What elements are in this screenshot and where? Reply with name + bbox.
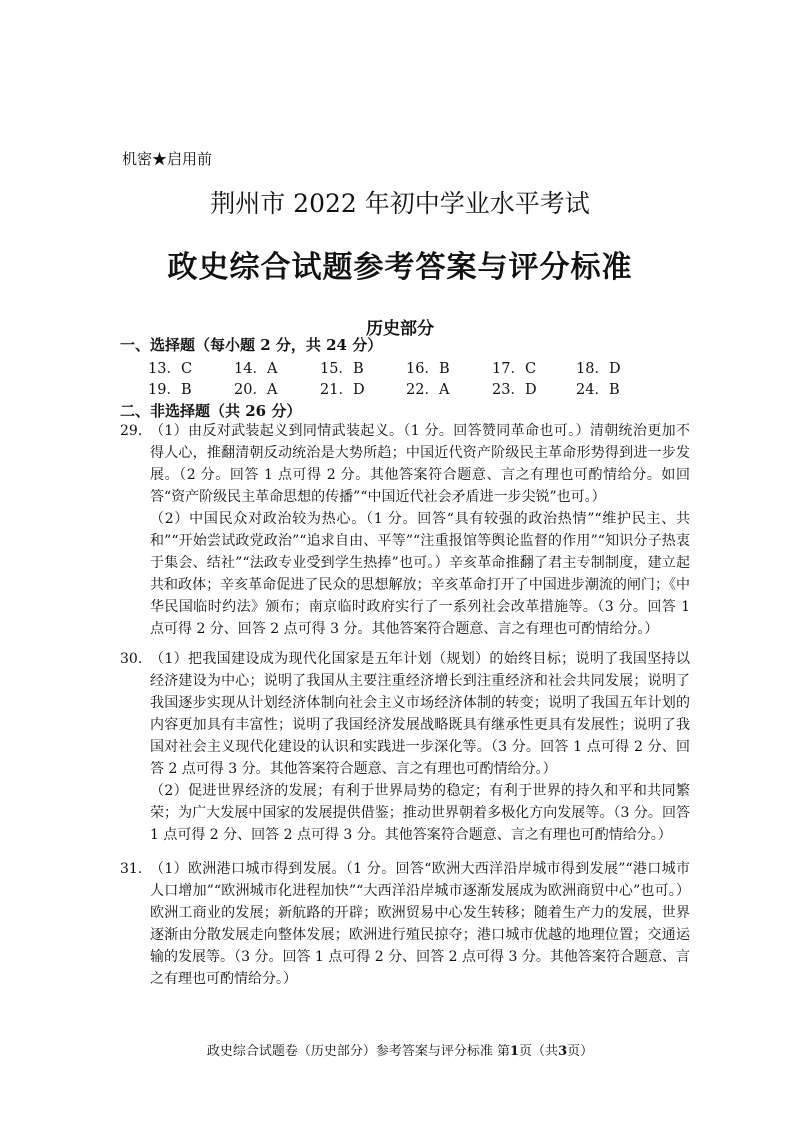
footer-mid: 页（共 — [519, 1044, 559, 1059]
confidential-label: 机密★启用前 — [122, 150, 213, 168]
mc-answer: 16．B — [406, 361, 450, 377]
answer-paragraph: （2）促进世界经济的发展；有利于世界局势的稳定；有利于世界的持久和平和共同繁荣；为广大发展中国家的发展提供借鉴；推动世界朝着多极化方向发展等。（3 分。回答 1 点可得 2 分、回答 2 点可得 3 分。其他答案符合题意、言之有理也可酌情给分。） — [150, 783, 690, 843]
answer-paragraph: （1）把我国建设成为现代化国家是五年计划（规划）的始终目标；说明了我国坚持以经济建设为中心；说明了我国从主要注重经济增长到注重经济和社会共同发展；说明了我国逐步实现从计划经济体制向社会主义市场经济体制的转变；说明了我国五年计划的内容更加具有丰富性；说明了我国经济发展战略既具有继承性更具有发展性；说明了我国对社会主义现代化建设的认识和实践进一步深化等。（3 分。回答 1 点可得 2 分、回答 2 点可得 3 分。其他答案符合题意、言之有理也可酌情给分。） — [150, 651, 690, 777]
mc-answer: 14．A — [234, 361, 278, 377]
question-30 — [120, 648, 690, 846]
question-31 — [120, 858, 690, 990]
question-29 — [120, 420, 690, 640]
footer-suffix: 页） — [567, 1044, 594, 1059]
mc-answer: 19．B — [148, 382, 192, 398]
question-number: 31. — [120, 861, 143, 877]
mc-answer: 15．B — [320, 361, 364, 377]
answer-paragraph: （2）中国民众对政治较为热心。（1 分。回答“具有较强的政治热情”“维护民主、共和”“开始尝试政党政治”“追求自由、平等”“注重报馆等舆论监督的作用”“知识分子热衷于集会、结社”“法政专业受到学生热捧”也可。）辛亥革命推翻了君主专制制度，建立起共和政体；辛亥革命促进了民众的思想解放；辛亥革命打开了中国进步潮流的闸门；《中华民国临时约法》颁布；南京临时政府实行了一系列社会改革措施等。（3 分。回答 1 点可得 2 分、回答 2 点可得 3 分。其他答案符合题意、言之有理也可酌情给分。） — [150, 511, 690, 637]
page-number: 1 — [510, 1044, 520, 1059]
mc-answer: 22．A — [406, 382, 450, 398]
mc-answer: 18．D — [576, 361, 621, 377]
mc-answer: 23．D — [492, 382, 537, 398]
footer-prefix: 政史综合试题卷（历史部分）参考答案与评分标准 第 — [206, 1044, 510, 1059]
section2-heading: 二、非选择题（共 26 分） — [120, 402, 302, 420]
document-title: 政史综合试题参考答案与评分标准 — [167, 250, 633, 285]
part-heading: 历史部分 — [366, 319, 434, 339]
mc-answer: 20．A — [234, 382, 278, 398]
answer-paragraph: （1）欧洲港口城市得到发展。（1 分。回答“欧洲大西洋沿岸城市得到发展”“港口城市人口增加”“欧洲城市化进程加快”“大西洋沿岸城市逐渐发展成为欧洲商贸中心”也可。）欧洲工商业的发展；新航路的开辟；欧洲贸易中心发生转移；随着生产力的发展，世界逐渐由分散发展走向整体发展；欧洲进行殖民掠夺；港口城市优越的地理位置；交通运输的发展等。（3 分。回答 1 点可得 2 分、回答 2 点可得 3 分。其他答案符合题意、言之有理也可酌情给分。） — [150, 861, 690, 987]
mc-answer: 17．C — [492, 361, 537, 377]
question-number: 29. — [120, 423, 143, 439]
answer-paragraph: （1）由反对武装起义到同情武装起义。（1 分。回答赞同革命也可。）清朝统治更加不得人心，推翻清朝反动统治是大势所趋；中国近代资产阶级民主革命形势得到进一步发展。（2 分。回答 1 点可得 2 分。其他答案符合题意、言之有理也可酌情给分。如回答“资产阶级民主革命思想的传播”“中国近代社会矛盾进一步尖锐”也可。） — [150, 423, 690, 505]
page-footer — [0, 1040, 800, 1059]
mc-answer: 21．D — [320, 382, 365, 398]
page-total: 3 — [558, 1044, 568, 1059]
mc-answer: 13．C — [148, 361, 193, 377]
section1-heading: 一、选择题（每小题 2 分，共 24 分） — [120, 336, 383, 354]
exam-title: 荆州市 2022 年初中学业水平考试 — [210, 189, 590, 218]
question-number: 30. — [120, 651, 143, 667]
mc-answer: 24．B — [576, 382, 620, 398]
